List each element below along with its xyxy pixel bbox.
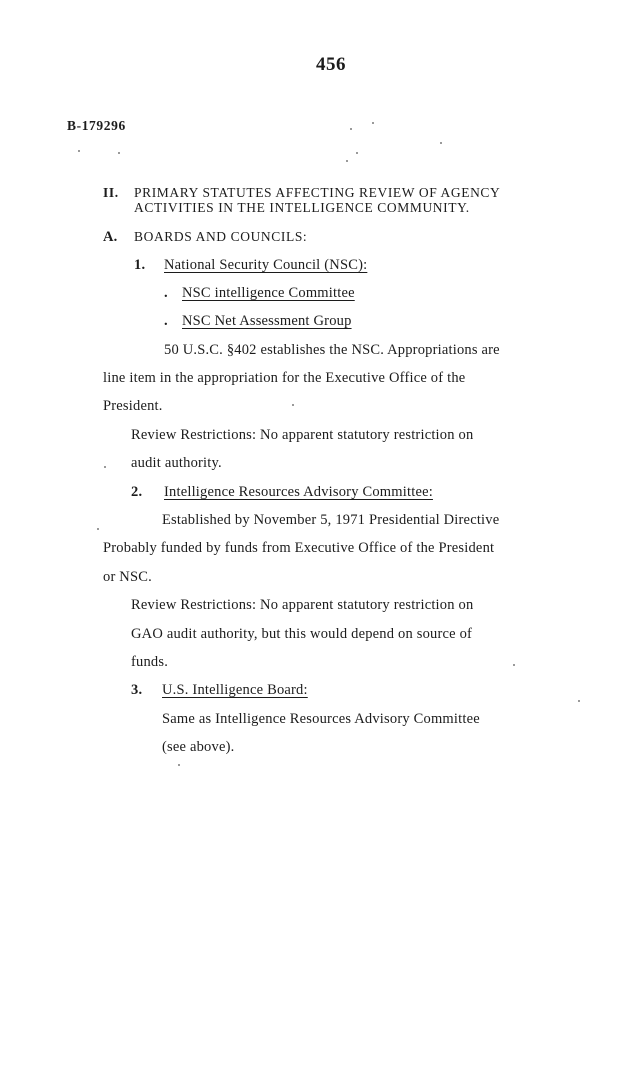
scan-speck xyxy=(178,764,180,766)
scan-speck xyxy=(118,152,120,154)
item2-review-line1: Review Restrictions: No apparent statutory restriction on xyxy=(131,597,474,613)
scan-speck xyxy=(292,404,294,406)
subsection-letter: A. xyxy=(103,229,118,245)
scan-speck xyxy=(578,700,580,702)
item3-paragraph-line2: (see above). xyxy=(162,739,235,755)
scan-speck xyxy=(372,122,374,124)
file-number: B-179296 xyxy=(67,118,126,133)
item1-paragraph-line2: line item in the appropriation for the Executive Office of the xyxy=(103,370,466,386)
scan-speck xyxy=(513,664,515,666)
item1-paragraph-line3: President. xyxy=(103,398,163,414)
item1-number: 1. xyxy=(134,257,146,273)
scan-speck xyxy=(346,160,348,162)
item3-number: 3. xyxy=(131,682,143,698)
page-number: 456 xyxy=(316,54,346,75)
item1-bullet2-text: NSC Net Assessment Group xyxy=(182,313,352,329)
subsection-title: BOARDS AND COUNCILS: xyxy=(134,229,308,244)
scan-speck xyxy=(440,142,442,144)
scan-speck xyxy=(78,150,80,152)
item1-bullet2-marker: . xyxy=(164,313,168,329)
scan-speck xyxy=(97,528,99,530)
item3-paragraph-line1: Same as Intelligence Resources Advisory Committee xyxy=(162,711,480,727)
item1-review-line2: audit authority. xyxy=(131,455,222,471)
item2-paragraph-line3: or NSC. xyxy=(103,569,152,585)
item1-title: National Security Council (NSC): xyxy=(164,257,368,273)
section-numeral: II. xyxy=(103,185,119,200)
scan-speck xyxy=(104,466,106,468)
item1-bullet1-marker: . xyxy=(164,285,168,301)
item2-review-line2: GAO audit authority, but this would depend on source of xyxy=(131,626,473,642)
item1-bullet1-text: NSC intelligence Committee xyxy=(182,285,355,301)
item2-paragraph-line2: Probably funded by funds from Executive Office of the President xyxy=(103,540,495,556)
item1-paragraph-line1: 50 U.S.C. §402 establishes the NSC. Appropriations are xyxy=(164,342,500,358)
scan-speck xyxy=(356,152,358,154)
scan-speck xyxy=(350,128,352,130)
section-title-line2: ACTIVITIES IN THE INTELLIGENCE COMMUNITY. xyxy=(134,200,470,215)
item1-review-line1: Review Restrictions: No apparent statutory restriction on xyxy=(131,427,474,443)
item2-title: Intelligence Resources Advisory Committee: xyxy=(164,484,433,500)
item3-title: U.S. Intelligence Board: xyxy=(162,682,308,698)
section-title-line1: PRIMARY STATUTES AFFECTING REVIEW OF AGENCY xyxy=(134,185,501,200)
item2-review-line3: funds. xyxy=(131,654,169,670)
item2-number: 2. xyxy=(131,484,143,500)
item2-paragraph-line1: Established by November 5, 1971 Presidential Directive xyxy=(162,512,500,528)
